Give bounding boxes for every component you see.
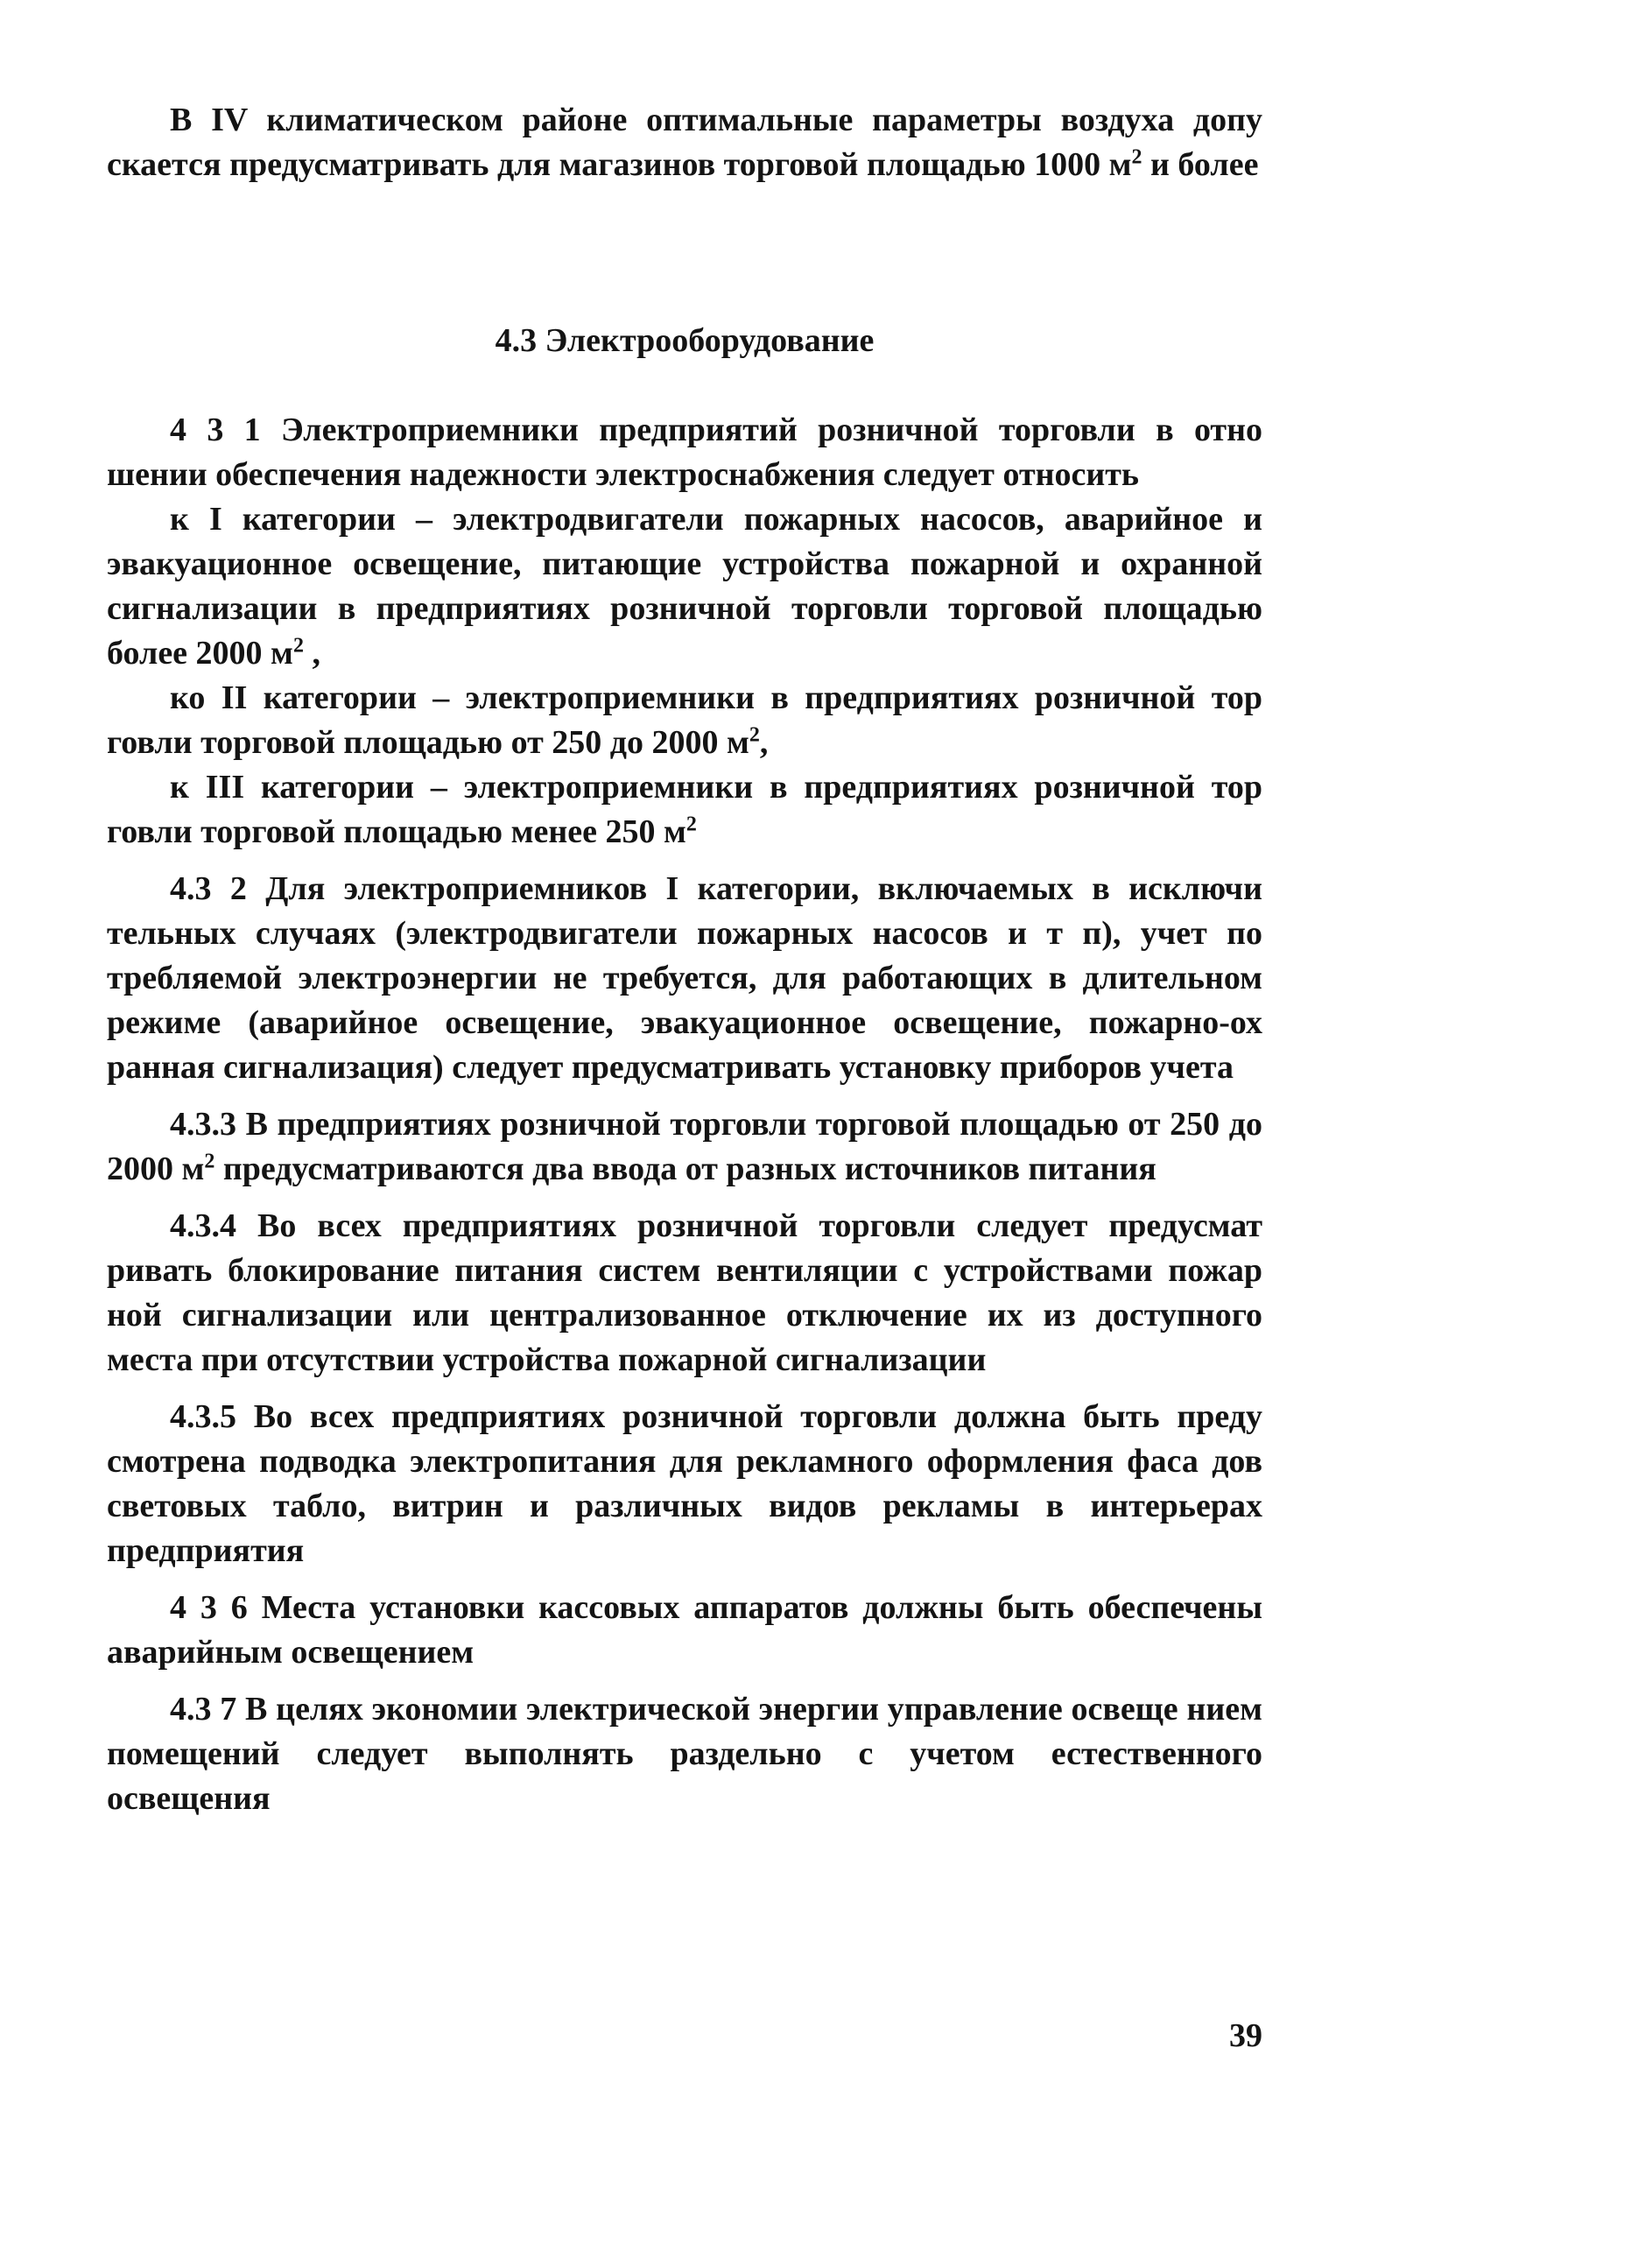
paragraph-gap — [107, 1090, 1262, 1102]
intro-tail: и более — [1142, 146, 1259, 183]
paragraph-gap — [107, 1675, 1262, 1687]
category-2-text: ко II категории – электроприемники в предприятиях розничной тор говли торговой площадью от 250 до 2000 м — [107, 679, 1262, 761]
category-1-text: к I категории – электродвигатели пожарных насосов, аварийное и эвакуационное освещение, питающие устройства пожарной и охранной сигнализации в предприятиях розничной торговли торговой площадью более 2000 м — [107, 501, 1262, 672]
category-3-text: к III категории – электроприемники в предприятиях розничной тор говли торговой площадью менее 250 м — [107, 769, 1262, 850]
intro-block — [107, 98, 1262, 187]
intro-text: В IV климатическом районе оптимальные параметры воздуха допу скается предусматривать для магазинов торговой площадью 1000 м — [107, 102, 1262, 183]
category-3-superscript: 2 — [685, 813, 697, 836]
category-3-item — [107, 765, 1262, 855]
paragraph-4-3-3-text: 4.3.3 В предприятиях розничной торговли торговой площадью от 250 до 2000 м — [107, 1106, 1262, 1187]
paragraph-gap — [107, 1192, 1262, 1204]
category-2-tail: , — [759, 724, 769, 761]
paragraph-4-3-6: 4 3 6 Места установки кассовых аппаратов должны быть обеспечены аварийным освещением — [107, 1589, 1262, 1671]
category-2-item — [107, 676, 1262, 765]
category-1-item — [107, 497, 1262, 676]
paragraph-gap — [107, 1383, 1262, 1395]
paragraph-4-3-4: 4.3.4 Во всех предприятиях розничной торговли следует предусмат ривать блокирование питания систем вентиляции с устройствами пожар ной сигнализации или централизованное отключение их из доступного места при отсутствии устройства пожарной сигнализации — [107, 1207, 1262, 1378]
intro-unit-superscript: 2 — [1131, 145, 1142, 169]
paragraph-4-3-2: 4.3 2 Для электроприемников I категории, включаемых в исключи тельных случаях (электродвигатели пожарных насосов и т п), учет по требляемой электроэнергии не требуется, для работающих в длительном режиме (аварийное освещение, эвакуационное освещение, пожарно-ох ранная сигнализация) следует предусматривать установку приборов учета — [107, 870, 1262, 1086]
paragraph-4-3-7: 4.3 7 В целях экономии электрической энергии управление освеще нием помещений следует выполнять раздельно с учетом естественного освещения — [107, 1691, 1262, 1817]
category-1-tail: , — [303, 635, 320, 672]
paragraph-4-3-5: 4.3.5 Во всех предприятиях розничной торговли должна быть преду смотрена подводка электропитания для рекламного оформления фаса дов световых табло, витрин и различных видов рекламы в интерьерах предприятия — [107, 1398, 1262, 1569]
page-number: 39 — [1229, 2017, 1262, 2054]
intro-paragraph — [107, 98, 1262, 187]
section-heading: 4.3 Электрооборудование — [495, 322, 875, 359]
category-1-superscript: 2 — [292, 634, 304, 658]
paragraph-4-3-3 — [107, 1102, 1262, 1192]
paragraph-gap — [107, 855, 1262, 867]
category-2-superscript: 2 — [749, 723, 760, 747]
paragraph-4-3-3-superscript: 2 — [204, 1150, 215, 1173]
paragraph-4-3-1: 4 3 1 Электроприемники предприятий розничной торговли в отно шении обеспечения надежности электроснабжения следует относить — [107, 412, 1262, 493]
paragraph-gap — [107, 1573, 1262, 1586]
section-body — [107, 408, 1262, 1821]
paragraph-4-3-3-tail: предусматриваются два ввода от разных источников питания — [214, 1151, 1156, 1187]
